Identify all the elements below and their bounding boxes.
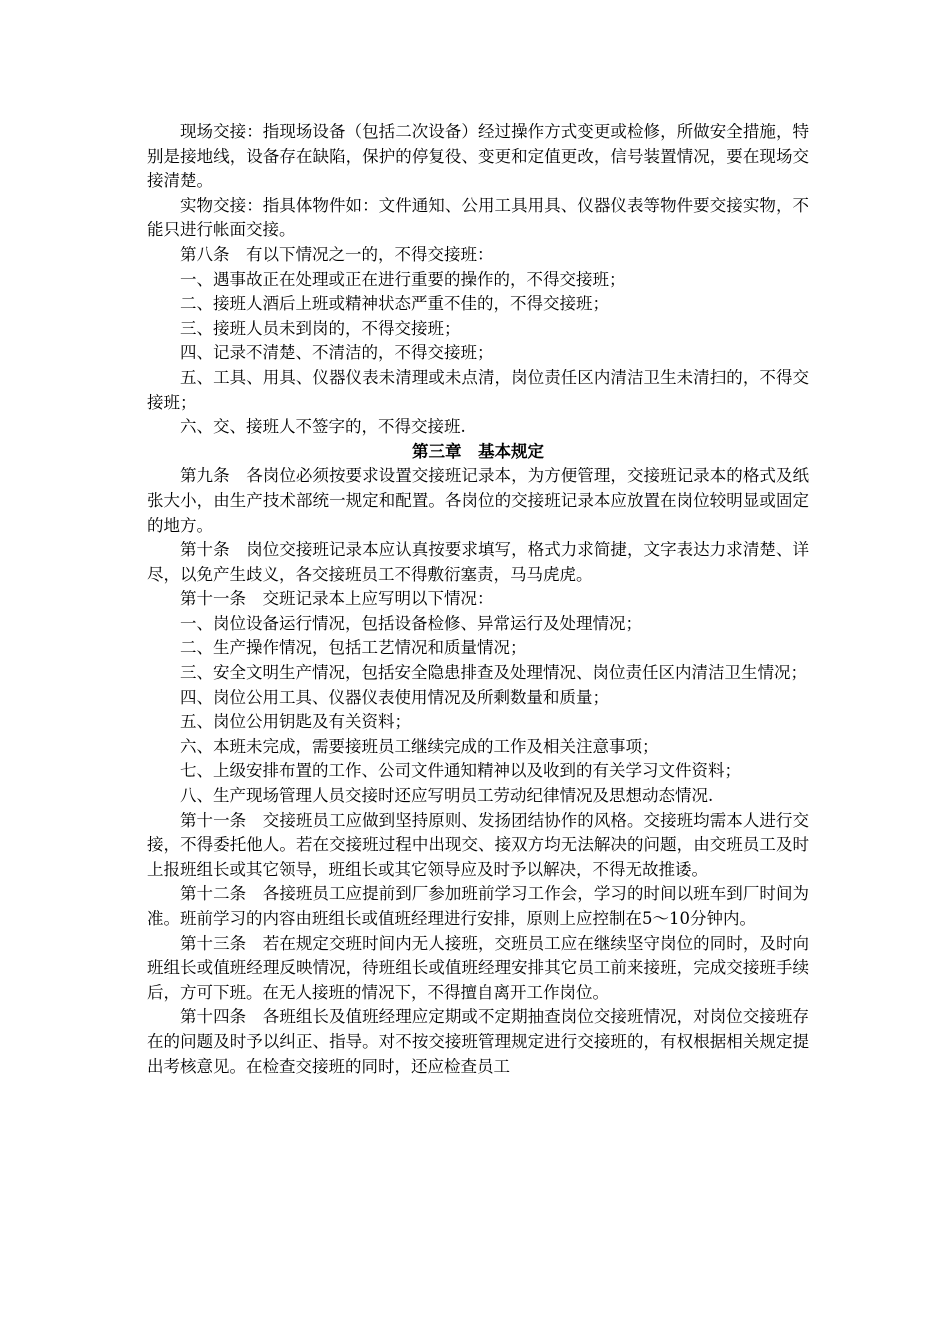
article-9: 第九条 各岗位必须按要求设置交接班记录本，为方便管理，交接班记录本的格式及纸张大小，由生产技术部统一规定和配置。各岗位的交接班记录本应放置在岗位较明显或固定的地方。 [147, 466, 809, 535]
list-item: 一、遇事故正在处理或正在进行重要的操作的，不得交接班； [180, 269, 626, 289]
chapter-heading: 第三章 基本规定 [412, 441, 544, 461]
list-item: 二、生产操作情况，包括工艺情况和质量情况； [180, 638, 527, 658]
list-item: 三、安全文明生产情况，包括安全隐患排查及处理情况、岗位责任区内清洁卫生情况； [180, 663, 807, 683]
list-item: 八、生产现场管理人员交接时还应写明员工劳动纪律情况及思想动态情况. [180, 786, 714, 806]
article-11-heading: 第十一条 交班记录本上应写明以下情况： [180, 589, 494, 609]
article-12: 第十二条 各接班员工应提前到厂参加班前学习工作会，学习的时间以班车到厂时间为准。班前学习的内容由班组长或值班经理进行安排，原则上应控制在5～10分钟内。 [147, 884, 809, 928]
article-13: 第十三条 若在规定交班时间内无人接班，交班员工应在继续坚守岗位的同时，及时向班组长或值班经理反映情况，待班组长或值班经理安排其它员工前来接班，完成交接班手续后，方可下班。在无人接班的情况下，不得擅自离开工作岗位。 [147, 933, 809, 1002]
article-11-principles: 第十一条 交接班员工应做到坚持原则、发扬团结协作的风格。交接班均需本人进行交接，不得委托他人。若在交接班过程中出现交、接双方均无法解决的问题，由交班员工及时上报班组长或其它领导，班组长或其它领导应及时予以解决，不得无故推诿。 [147, 810, 809, 879]
paragraph-onsite-handover: 现场交接：指现场设备（包括二次设备）经过操作方式变更或检修，所做安全措施，特别是接地线，设备存在缺陷，保护的停复役、变更和定值更改，信号装置情况，要在现场交接清楚。 [147, 122, 809, 191]
article-14: 第十四条 各班组长及值班经理应定期或不定期抽查岗位交接班情况，对岗位交接班存在的问题及时予以纠正、指导。对不按交接班管理规定进行交接班的，有权根据相关规定提出考核意见。在检查交接班的同时，还应检查员工 [147, 1007, 809, 1076]
paragraph-physical-handover: 实物交接：指具体物件如：文件通知、公用工具用具、仪器仪表等物件要交接实物，不能只进行帐面交接。 [147, 195, 809, 240]
list-item: 六、本班未完成，需要接班员工继续完成的工作及相关注意事项； [180, 736, 659, 756]
list-item: 二、接班人酒后上班或精神状态严重不佳的，不得交接班； [180, 294, 609, 314]
list-item: 五、岗位公用钥匙及有关资料； [180, 712, 411, 732]
list-item: 一、岗位设备运行情况，包括设备检修、异常运行及处理情况； [180, 613, 642, 633]
list-item: 三、接班人员未到岗的，不得交接班； [180, 318, 461, 338]
document-page [147, 120, 809, 1079]
article-8-heading: 第八条 有以下情况之一的，不得交接班： [180, 244, 494, 264]
list-item: 六、交、接班人不签字的，不得交接班. [180, 417, 466, 437]
article-10: 第十条 岗位交接班记录本应认真按要求填写，格式力求简捷，文字表达力求清楚、详尽，以免产生歧义，各交接班员工不得敷衍塞责，马马虎虎。 [147, 540, 809, 584]
list-item: 七、上级安排布置的工作、公司文件通知精神以及收到的有关学习文件资料； [180, 761, 741, 781]
list-item: 四、记录不清楚、不清洁的，不得交接班； [180, 343, 494, 363]
list-item: 五、工具、用具、仪器仪表未清理或未点清，岗位责任区内清洁卫生未清扫的，不得交接班； [147, 367, 809, 412]
list-item: 四、岗位公用工具、仪器仪表使用情况及所剩数量和质量； [180, 687, 609, 707]
